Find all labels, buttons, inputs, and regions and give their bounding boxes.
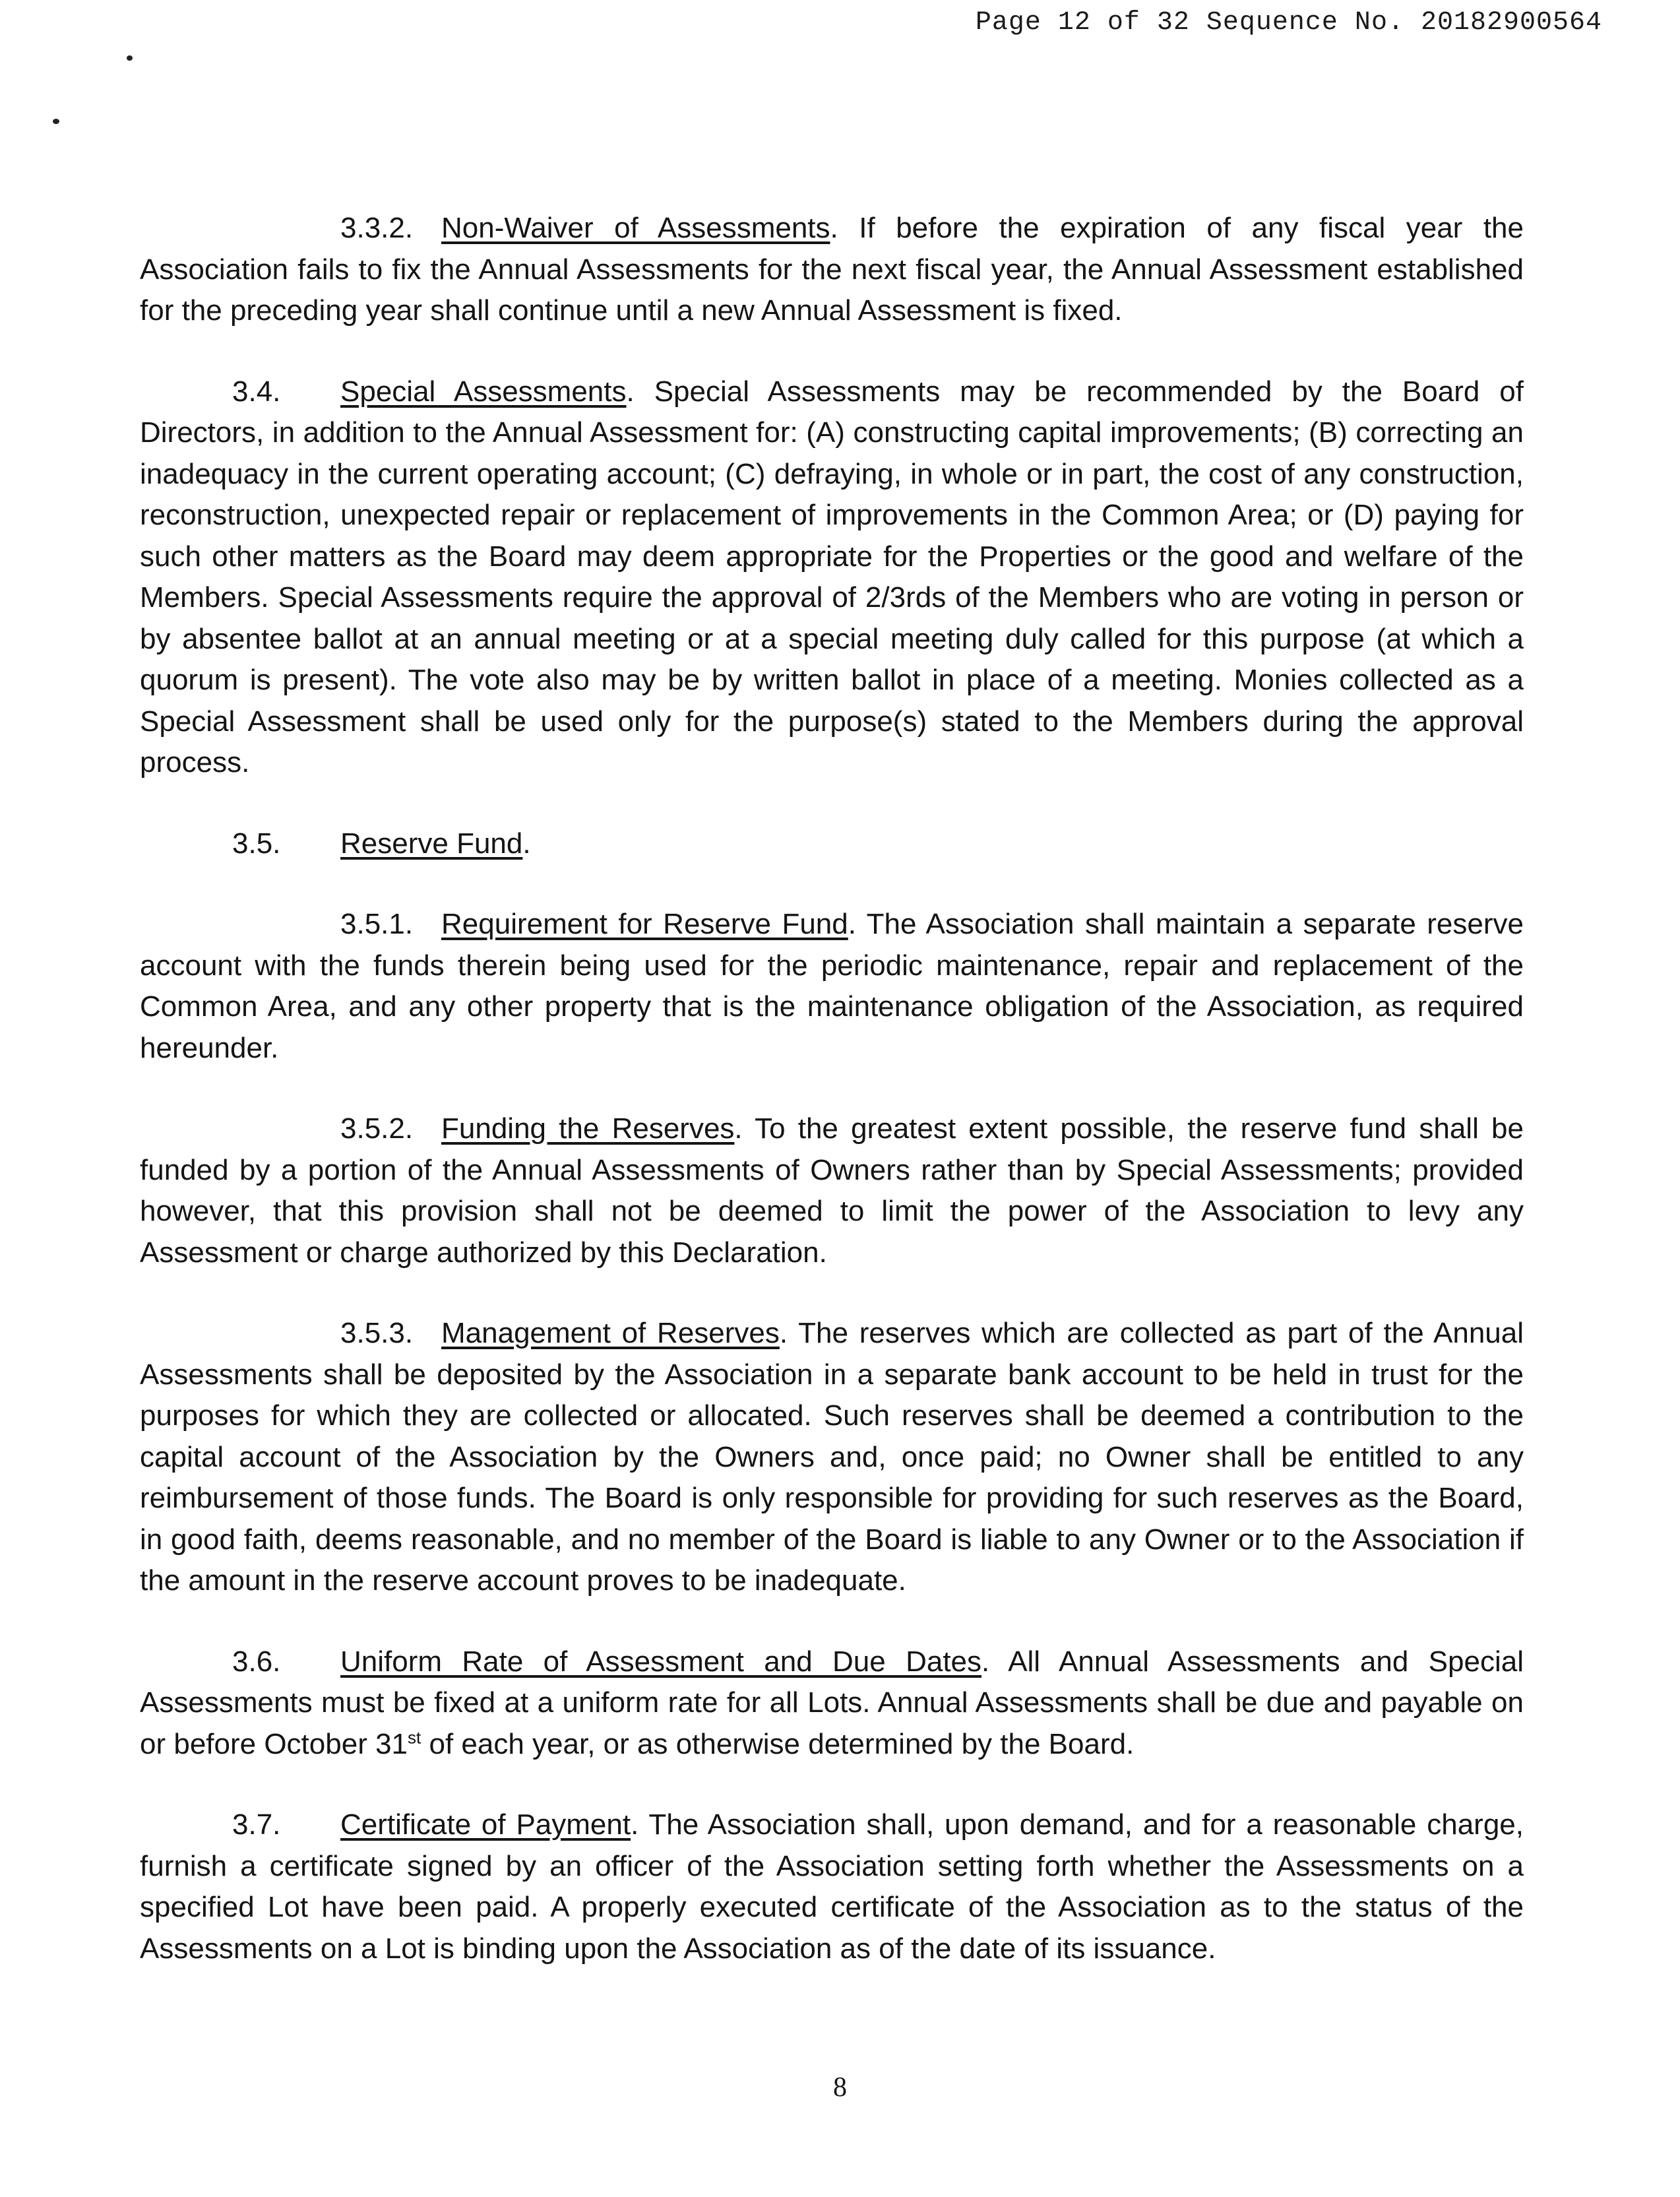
section-3-5: 3.5. Reserve Fund. [140,823,1524,865]
section-heading: Requirement for Reserve Fund [441,908,848,940]
section-number: 3.4. [232,375,281,408]
section-number: 3.5.3. [340,1317,414,1349]
section-body: The reserves which are collected as part of the Annual Assessments shall be deposited by the Association in a separate bank account to be held in trust for the purposes for which they are collected or allocated. Such reserves shall be deemed a contribution to the capital account of the Association by the Owners and, once paid; no Owner shall be entitled to any reimbursement of those funds. The Board is only responsible for providing for such reserves as the Board, in good faith, deems reasonable, and no member of the Board is liable to any Owner or to the Association if the amount in the reserve account proves to be inadequate. [140,1317,1524,1597]
page-number: 8 [833,2072,847,2103]
section-number: 3.7. [232,1808,281,1841]
section-heading: Reserve Fund [340,827,523,860]
section-heading: Non-Waiver of Assessments [441,212,830,244]
section-body: Special Assessments may be recommended by the Board of Directors, in addition to the Annual Assessment for: (A) constructing capital improvements; (B) correcting an inadequacy in the current operating account; (C) defraying, in whole or in part, the cost of any construction, reconstruction, unexpected repair or replacement of improvements in the Common Area; or (D) paying for such other matters as the Board may deem appropriate for the Properties or the good and welfare of the Members. Special Assessments require the approval of 2/3rds of the Members who are voting in person or by absentee ballot at an annual meeting or at a special meeting duly called for this purpose (at which a quorum is present). The vote also may be by written ballot in place of a meeting. Monies collected as a Special Assessment shall be used only for the purpose(s) stated to the Members during the approval process. [140,375,1524,779]
section-3-6: 3.6. Uniform Rate of Assessment and Due Dates. All Annual Assessments and Special Assessments must be fixed at a uniform rate for all Lots. Annual Assessments shall be due and payable on or before October 31st of each year, or as otherwise determined by the Board. [140,1641,1524,1766]
document-body [140,208,1524,1969]
section-number: 3.5.1. [340,908,414,940]
section-body-tail: of each year, or as otherwise determined by the Board. [421,1727,1135,1760]
section-3-7: 3.7. Certificate of Payment. The Association shall, upon demand, and for a reasonable charge, furnish a certificate signed by an officer of the Association setting forth whether the Assessments on a specified Lot have been paid. A properly executed certificate of the Association as to the status of the Assessments on a Lot is binding upon the Association as of the date of its issuance. [140,1804,1524,1969]
section-heading: Uniform Rate of Assessment and Due Dates [340,1645,982,1678]
section-3-5-1: 3.5.1. Requirement for Reserve Fund. The Association shall maintain a separate reserve account with the funds therein being used for the periodic maintenance, repair and replacement of the Common Area, and any other property that is the maintenance obligation of the Association, as required hereunder. [140,904,1524,1069]
scan-speck [53,119,59,124]
section-heading: Special Assessments [340,375,627,408]
page-sequence-header: Page 12 of 32 Sequence No. 20182900564 [975,8,1602,38]
section-heading: Funding the Reserves [441,1112,735,1145]
section-body: The Association shall maintain a separate reserve account with the funds therein being used for the periodic maintenance, repair and replacement of the Common Area, and any other property that is the maintenance obligation of the Association, as required hereunder. [140,908,1524,1064]
section-heading: Management of Reserves [441,1317,780,1349]
section-body: If before the expiration of any fiscal year the Association fails to fix the Annual Assessments for the next fiscal year, the Annual Assessment established for the preceding year shall continue until a new Annual Assessment is fixed. [140,212,1524,327]
section-3-4: 3.4. Special Assessments. Special Assessments may be recommended by the Board of Directors, in addition to the Annual Assessment for: (A) constructing capital improvements; (B) correcting an inadequacy in the current operating account; (C) defraying, in whole or in part, the cost of any construction, reconstruction, unexpected repair or replacement of improvements in the Common Area; or (D) paying for such other matters as the Board may deem appropriate for the Properties or the good and welfare of the Members. Special Assessments require the approval of 2/3rds of the Members who are voting in person or by absentee ballot at an annual meeting or at a special meeting duly called for this purpose (at which a quorum is present). The vote also may be by written ballot in place of a meeting. Monies collected as a Special Assessment shall be used only for the purpose(s) stated to the Members during the approval process. [140,371,1524,784]
section-body: The Association shall, upon demand, and for a reasonable charge, furnish a certificate signed by an officer of the Association setting forth whether the Assessments on a specified Lot have been paid. A properly executed certificate of the Association as to the status of the Assessments on a Lot is binding upon the Association as of the date of its issuance. [140,1808,1524,1965]
section-body: To the greatest extent possible, the reserve fund shall be funded by a portion of the Annual Assessments of Owners rather than by Special Assessments; provided however, that this provision shall not be deemed to limit the power of the Association to levy any Assessment or charge authorized by this Declaration. [140,1112,1524,1269]
section-body: All Annual Assessments and Special Assessments must be fixed at a uniform rate for all Lots. Annual Assessments shall be due and payable on or before October 31 [140,1645,1524,1760]
section-3-3-2: 3.3.2. Non-Waiver of Assessments. If before the expiration of any fiscal year the Association fails to fix the Annual Assessments for the next fiscal year, the Annual Assessment established for the preceding year shall continue until a new Annual Assessment is fixed. [140,208,1524,332]
section-heading: Certificate of Payment [340,1808,631,1841]
section-number: 3.3.2. [340,212,414,244]
section-3-5-3: 3.5.3. Management of Reserves. The reserves which are collected as part of the Annual Assessments shall be deposited by the Association in a separate bank account to be held in trust for the purposes for which they are collected or allocated. Such reserves shall be deemed a contribution to the capital account of the Association by the Owners and, once paid; no Owner shall be entitled to any reimbursement of those funds. The Board is only responsible for providing for such reserves as the Board, in good faith, deems reasonable, and no member of the Board is liable to any Owner or to the Association if the amount in the reserve account proves to be inadequate. [140,1313,1524,1602]
section-number: 3.5.2. [340,1112,414,1145]
section-number: 3.5. [232,827,281,860]
section-3-5-2: 3.5.2. Funding the Reserves. To the greatest extent possible, the reserve fund shall be funded by a portion of the Annual Assessments of Owners rather than by Special Assessments; provided however, that this provision shall not be deemed to limit the power of the Association to levy any Assessment or charge authorized by this Declaration. [140,1108,1524,1273]
scan-speck [127,55,133,61]
ordinal-suffix: st [408,1727,421,1747]
section-number: 3.6. [232,1645,281,1678]
